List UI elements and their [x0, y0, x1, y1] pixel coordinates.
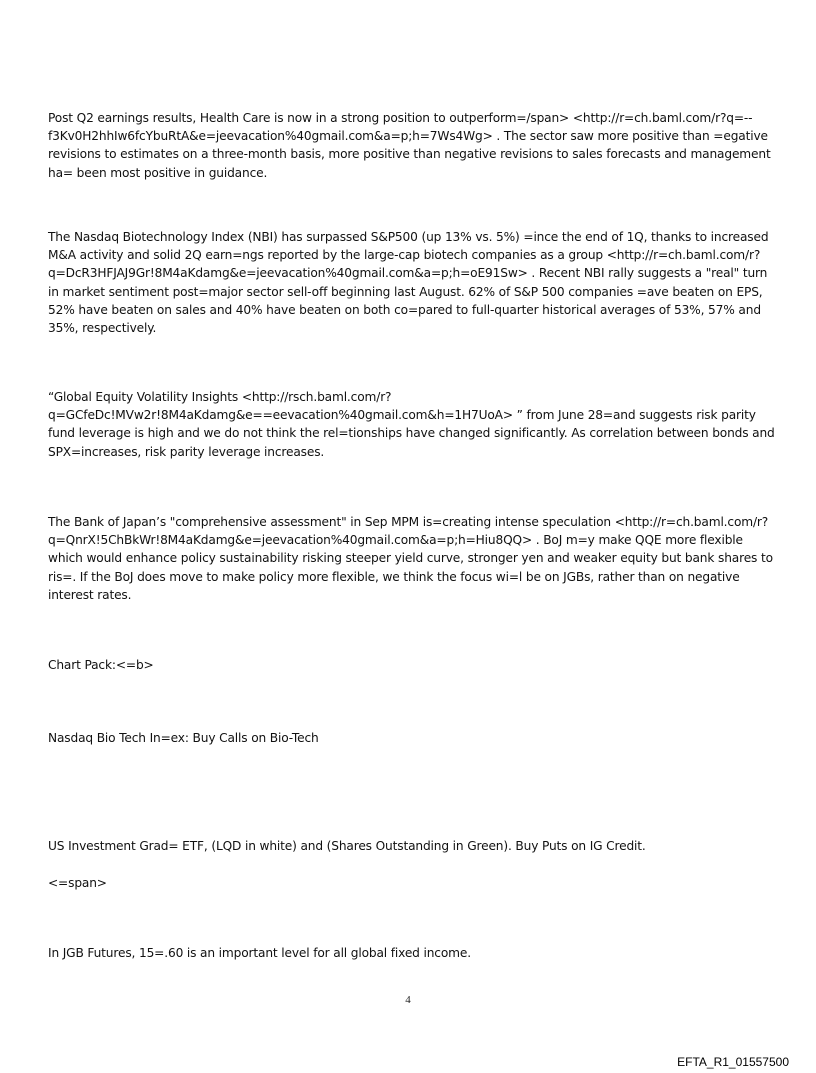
page-number: 4 — [405, 994, 411, 1006]
document-id: EFTA_R1_01557500 — [677, 1055, 789, 1069]
paragraph-health-care: Post Q2 earnings results, Health Care is now in a strong position to outperform=/span> <http://r=ch.baml.com/r?q=--f3Kv0H2hhIw6fcYbuRtA&e=jeevacation%40gmail.com&a=p;h=7Ws4Wg> . The sector saw more positive than =egative revisions to estimates on a three-month basis, more positive than negative revisions to sales forecasts and management ha= been most positive in guidance. — [48, 111, 771, 180]
paragraph-volatility-insights: “Global Equity Volatility Insights <http://rsch.baml.com/r?q=GCfeDc!MVw2r!8M4aKdamg&e==eevacation%40gmail.com&h=1H7UoA> ” from June 28=and suggests risk parity fund leverage is high and we do not think the rel=tionships have changed significantly. As correlation between bonds and SPX=increases, risk parity leverage increases. — [48, 390, 775, 459]
paragraph-span-tag: <=span> — [48, 876, 107, 890]
paragraph-jgb-futures: In JGB Futures, 15=.60 is an important level for all global fixed income. — [48, 946, 471, 960]
paragraph-nasdaq-bio-tech-index: Nasdaq Bio Tech In=ex: Buy Calls on Bio-Tech — [48, 731, 319, 745]
paragraph-chart-pack: Chart Pack:<=b> — [48, 658, 154, 672]
paragraph-bank-of-japan: The Bank of Japan’s "comprehensive assessment" in Sep MPM is=creating intense speculation <http://r=ch.baml.com/r?q=QnrX!5ChBkWr!8M4aKdamg&e=jeevacation%40gmail.com&a=p;h=Hiu8QQ> . BoJ m=y make QQE more flexible which would enhance policy sustainability risking steeper yield curve, stronger yen and weaker equity but bank shares to ris=. If the BoJ does move to make policy more flexible, we think the focus wi=l be on JGBs, rather than on negative interest rates. — [48, 515, 773, 602]
paragraph-nasdaq-biotech: The Nasdaq Biotechnology Index (NBI) has surpassed S&P500 (up 13% vs. 5%) =ince the end of 1Q, thanks to increased M&A activity and solid 2Q earn=ngs reported by the large-cap biotech companies as a group <http://r=ch.baml.com/r?q=DcR3HFJAJ9Gr!8M4aKdamg&e=jeevacation%40gmail.com&a=p;h=oE91Sw> . Recent NBI rally suggests a "real" turn in market sentiment post=major sector sell-off beginning last August. 62% of S&P 500 companies =ave beaten on EPS, 52% have beaten on sales and 40% have beaten on both co=pared to full-quarter historical averages of 53%, 57% and 35%, respectively. — [48, 230, 769, 336]
paragraph-us-investment-grade: US Investment Grad= ETF, (LQD in white) and (Shares Outstanding in Green). Buy Puts on IG Credit. — [48, 839, 646, 853]
